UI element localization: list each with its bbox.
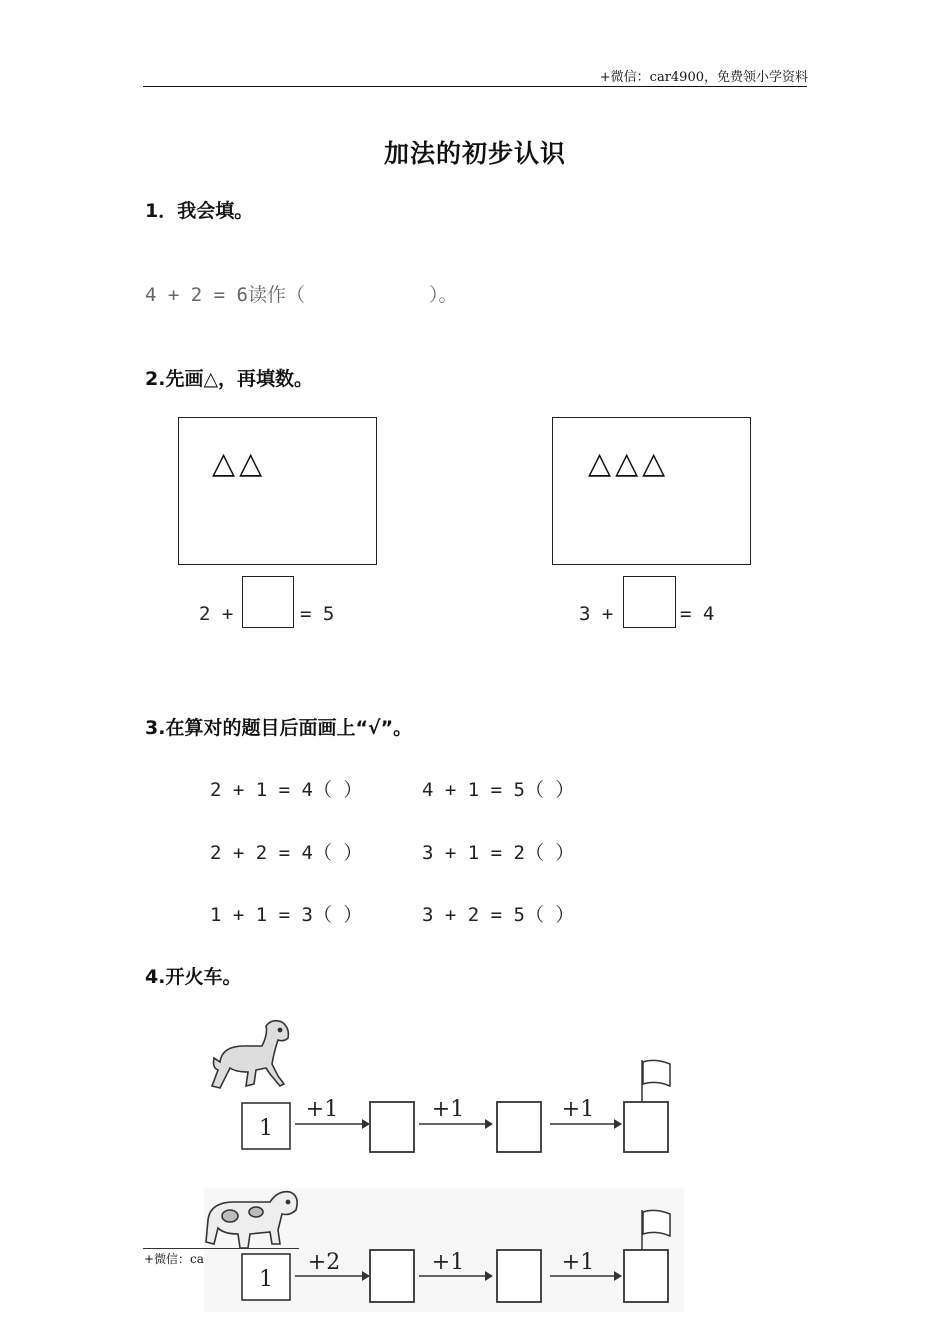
train-1 <box>200 1012 690 1162</box>
cow-icon <box>206 1192 297 1248</box>
equation-right-result: = 4 <box>680 603 715 625</box>
train-2-op-2: +1 <box>431 1250 465 1275</box>
answer-box-right[interactable] <box>623 576 676 628</box>
question-1-sentence-end: ）。 <box>428 284 458 306</box>
check-item[interactable]: 1 + 1 = 3（ ） <box>210 904 363 926</box>
train-2-box-1[interactable] <box>370 1250 414 1302</box>
flag-icon <box>642 1210 670 1250</box>
header-rule <box>143 86 807 87</box>
question-1-sentence-start: 4 + 2 = 6读作（ <box>145 284 305 306</box>
answer-box-left[interactable] <box>242 576 294 628</box>
question-2-label: 2.先画△，再填数。 <box>145 368 314 390</box>
check-item[interactable]: 3 + 1 = 2（ ） <box>422 842 575 864</box>
question-1-sentence <box>145 280 457 307</box>
equation-right-first: 3 + <box>579 603 614 625</box>
triangles-left: △△ <box>212 446 267 481</box>
check-item[interactable]: 2 + 1 = 4（ ） <box>210 779 363 801</box>
train-1-box-2[interactable] <box>497 1102 541 1152</box>
train-1-op-1: +1 <box>305 1097 339 1122</box>
check-item[interactable]: 2 + 2 = 4（ ） <box>210 842 363 864</box>
train-2-op-3: +1 <box>561 1250 595 1275</box>
train-2-start-value: 1 <box>259 1267 273 1292</box>
train-1-box-3[interactable] <box>624 1102 668 1152</box>
train-1-start-value: 1 <box>259 1116 273 1141</box>
footer-note: +微信：ca <box>144 1252 204 1266</box>
flag-icon <box>642 1060 670 1102</box>
page-title: 加法的初步认识 <box>383 139 566 168</box>
header-note: +微信：car4900，免费领小学资料 <box>599 70 808 85</box>
train-2-box-2[interactable] <box>497 1250 541 1302</box>
triangles-right: △△△ <box>588 446 670 481</box>
footer-rule <box>143 1248 299 1249</box>
train-2-box-3[interactable] <box>624 1250 668 1302</box>
question-4-label: 4.开火车。 <box>145 966 242 988</box>
check-item[interactable]: 4 + 1 = 5（ ） <box>422 779 575 801</box>
question-3-label: 3.在算对的题目后面画上“√”。 <box>145 717 413 739</box>
train-1-op-2: +1 <box>431 1097 465 1122</box>
equation-left-first: 2 + <box>199 603 234 625</box>
horse-icon <box>212 1021 288 1088</box>
picture-box-right[interactable] <box>552 417 751 565</box>
train-2-op-1: +2 <box>307 1250 341 1275</box>
equation-left-result: = 5 <box>300 603 335 625</box>
question-1-label: 1．我会填。 <box>145 200 254 222</box>
check-item[interactable]: 3 + 2 = 5（ ） <box>422 904 575 926</box>
train-1-op-3: +1 <box>561 1097 595 1122</box>
picture-box-left[interactable] <box>178 417 377 565</box>
train-1-box-1[interactable] <box>370 1102 414 1152</box>
